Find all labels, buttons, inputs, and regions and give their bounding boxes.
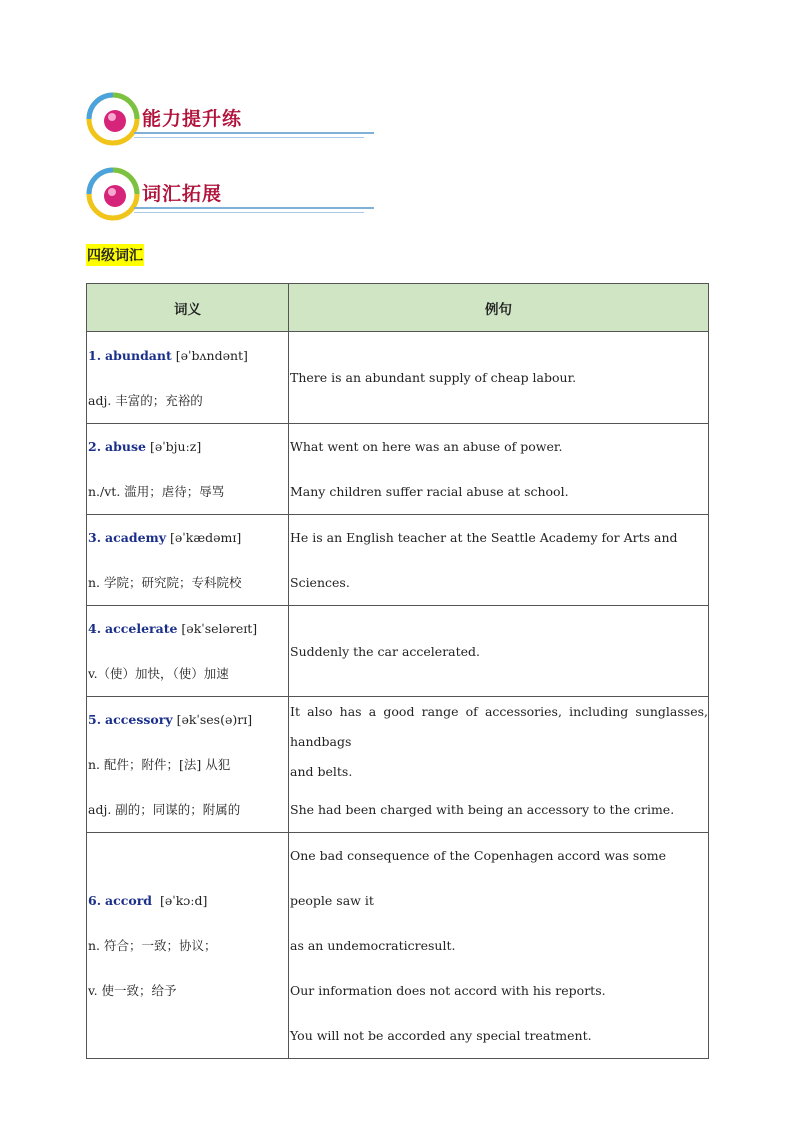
headword: academy (105, 530, 167, 545)
word-number: 2. (88, 439, 102, 454)
word-number: 6. (88, 893, 102, 908)
heading-underline (134, 132, 374, 134)
word-number: 4. (88, 621, 102, 636)
meaning: v. 使一致；给予 (88, 983, 177, 998)
ring-bullet-icon (86, 167, 140, 221)
column-header-meaning: 词义 (87, 284, 289, 332)
example-sentence: as an undemocraticresult. (290, 938, 456, 953)
table-row (87, 424, 709, 515)
phonetic: [əˈkædəmɪ] (170, 530, 242, 545)
column-header-example: 例句 (289, 284, 709, 332)
example-sentence: Our information does not accord with his reports. (290, 983, 606, 998)
phonetic: [əkˈseləreɪt] (181, 621, 258, 636)
phonetic: [əˈbʌndənt] (175, 347, 248, 363)
example-sentence: One bad consequence of the Copenhagen accord was some people saw it (290, 848, 667, 908)
meaning: n./vt. 滥用；虐待；辱骂 (88, 484, 225, 499)
headword: abundant (105, 347, 172, 363)
meaning: adj. 副的；同谋的；附属的 (88, 802, 241, 817)
phonetic: [əˈbjuːz] (149, 439, 202, 454)
example-cell (289, 515, 709, 606)
heading-underline (134, 212, 364, 213)
meaning: adj. 丰富的；充裕的 (88, 392, 203, 408)
ring-bullet-icon (86, 92, 140, 146)
section-label: 四级词汇 (86, 244, 144, 266)
word-cell (87, 332, 289, 424)
example-cell (289, 424, 709, 515)
headword: accord (105, 893, 153, 908)
heading-underline (134, 137, 364, 138)
word-cell (87, 515, 289, 606)
example-sentence: She had been charged with being an accessory to the crime. (290, 802, 675, 817)
word-cell (87, 424, 289, 515)
headword: accelerate (105, 621, 178, 636)
example-sentence: What went on here was an abuse of power. (290, 439, 563, 454)
word-number: 5. (88, 712, 102, 727)
example-sentence: Suddenly the car accelerated. (290, 643, 481, 659)
example-cell (289, 697, 709, 833)
example-sentence: Many children suffer racial abuse at school. (290, 484, 569, 499)
example-sentence: It also has a good range of accessories, including sunglasses, handbags (290, 704, 708, 749)
word-cell (87, 606, 289, 697)
phonetic: [əˈkɔːd] (160, 893, 208, 908)
word-cell (87, 833, 289, 1059)
word-cell (87, 697, 289, 833)
example-cell (289, 606, 709, 697)
table-row (87, 332, 709, 424)
section-heading-ability (86, 92, 296, 148)
example-sentence: and belts. (290, 764, 353, 779)
phonetic: [əkˈses(ə)rɪ] (176, 712, 253, 727)
example-sentence: You will not be accorded any special treatment. (290, 1028, 592, 1043)
example-sentence: There is an abundant supply of cheap labour. (290, 370, 577, 385)
headword: accessory (105, 712, 173, 727)
example-cell (289, 833, 709, 1059)
heading-underline (134, 207, 374, 209)
meaning: v.（使）加快，（使）加速 (88, 666, 229, 681)
meaning: n. 学院；研究院；专科院校 (88, 575, 242, 590)
table-row (87, 833, 709, 1059)
word-number: 1. (88, 347, 102, 363)
table-row (87, 606, 709, 697)
word-number: 3. (88, 530, 102, 545)
example-cell (289, 332, 709, 424)
table-row (87, 697, 709, 833)
section-heading-vocabulary (86, 167, 296, 223)
meaning: n. 符合；一致；协议； (88, 938, 217, 953)
table-row (87, 515, 709, 606)
table-header-row (87, 284, 709, 332)
meaning: n. 配件；附件；[法] 从犯 (88, 757, 231, 772)
heading-title: 能力提升练 (142, 108, 243, 130)
headword: abuse (105, 439, 146, 454)
heading-title: 词汇拓展 (142, 183, 223, 205)
example-sentence: He is an English teacher at the Seattle Academy for Arts and Sciences. (290, 530, 678, 590)
vocabulary-table (86, 283, 709, 1059)
